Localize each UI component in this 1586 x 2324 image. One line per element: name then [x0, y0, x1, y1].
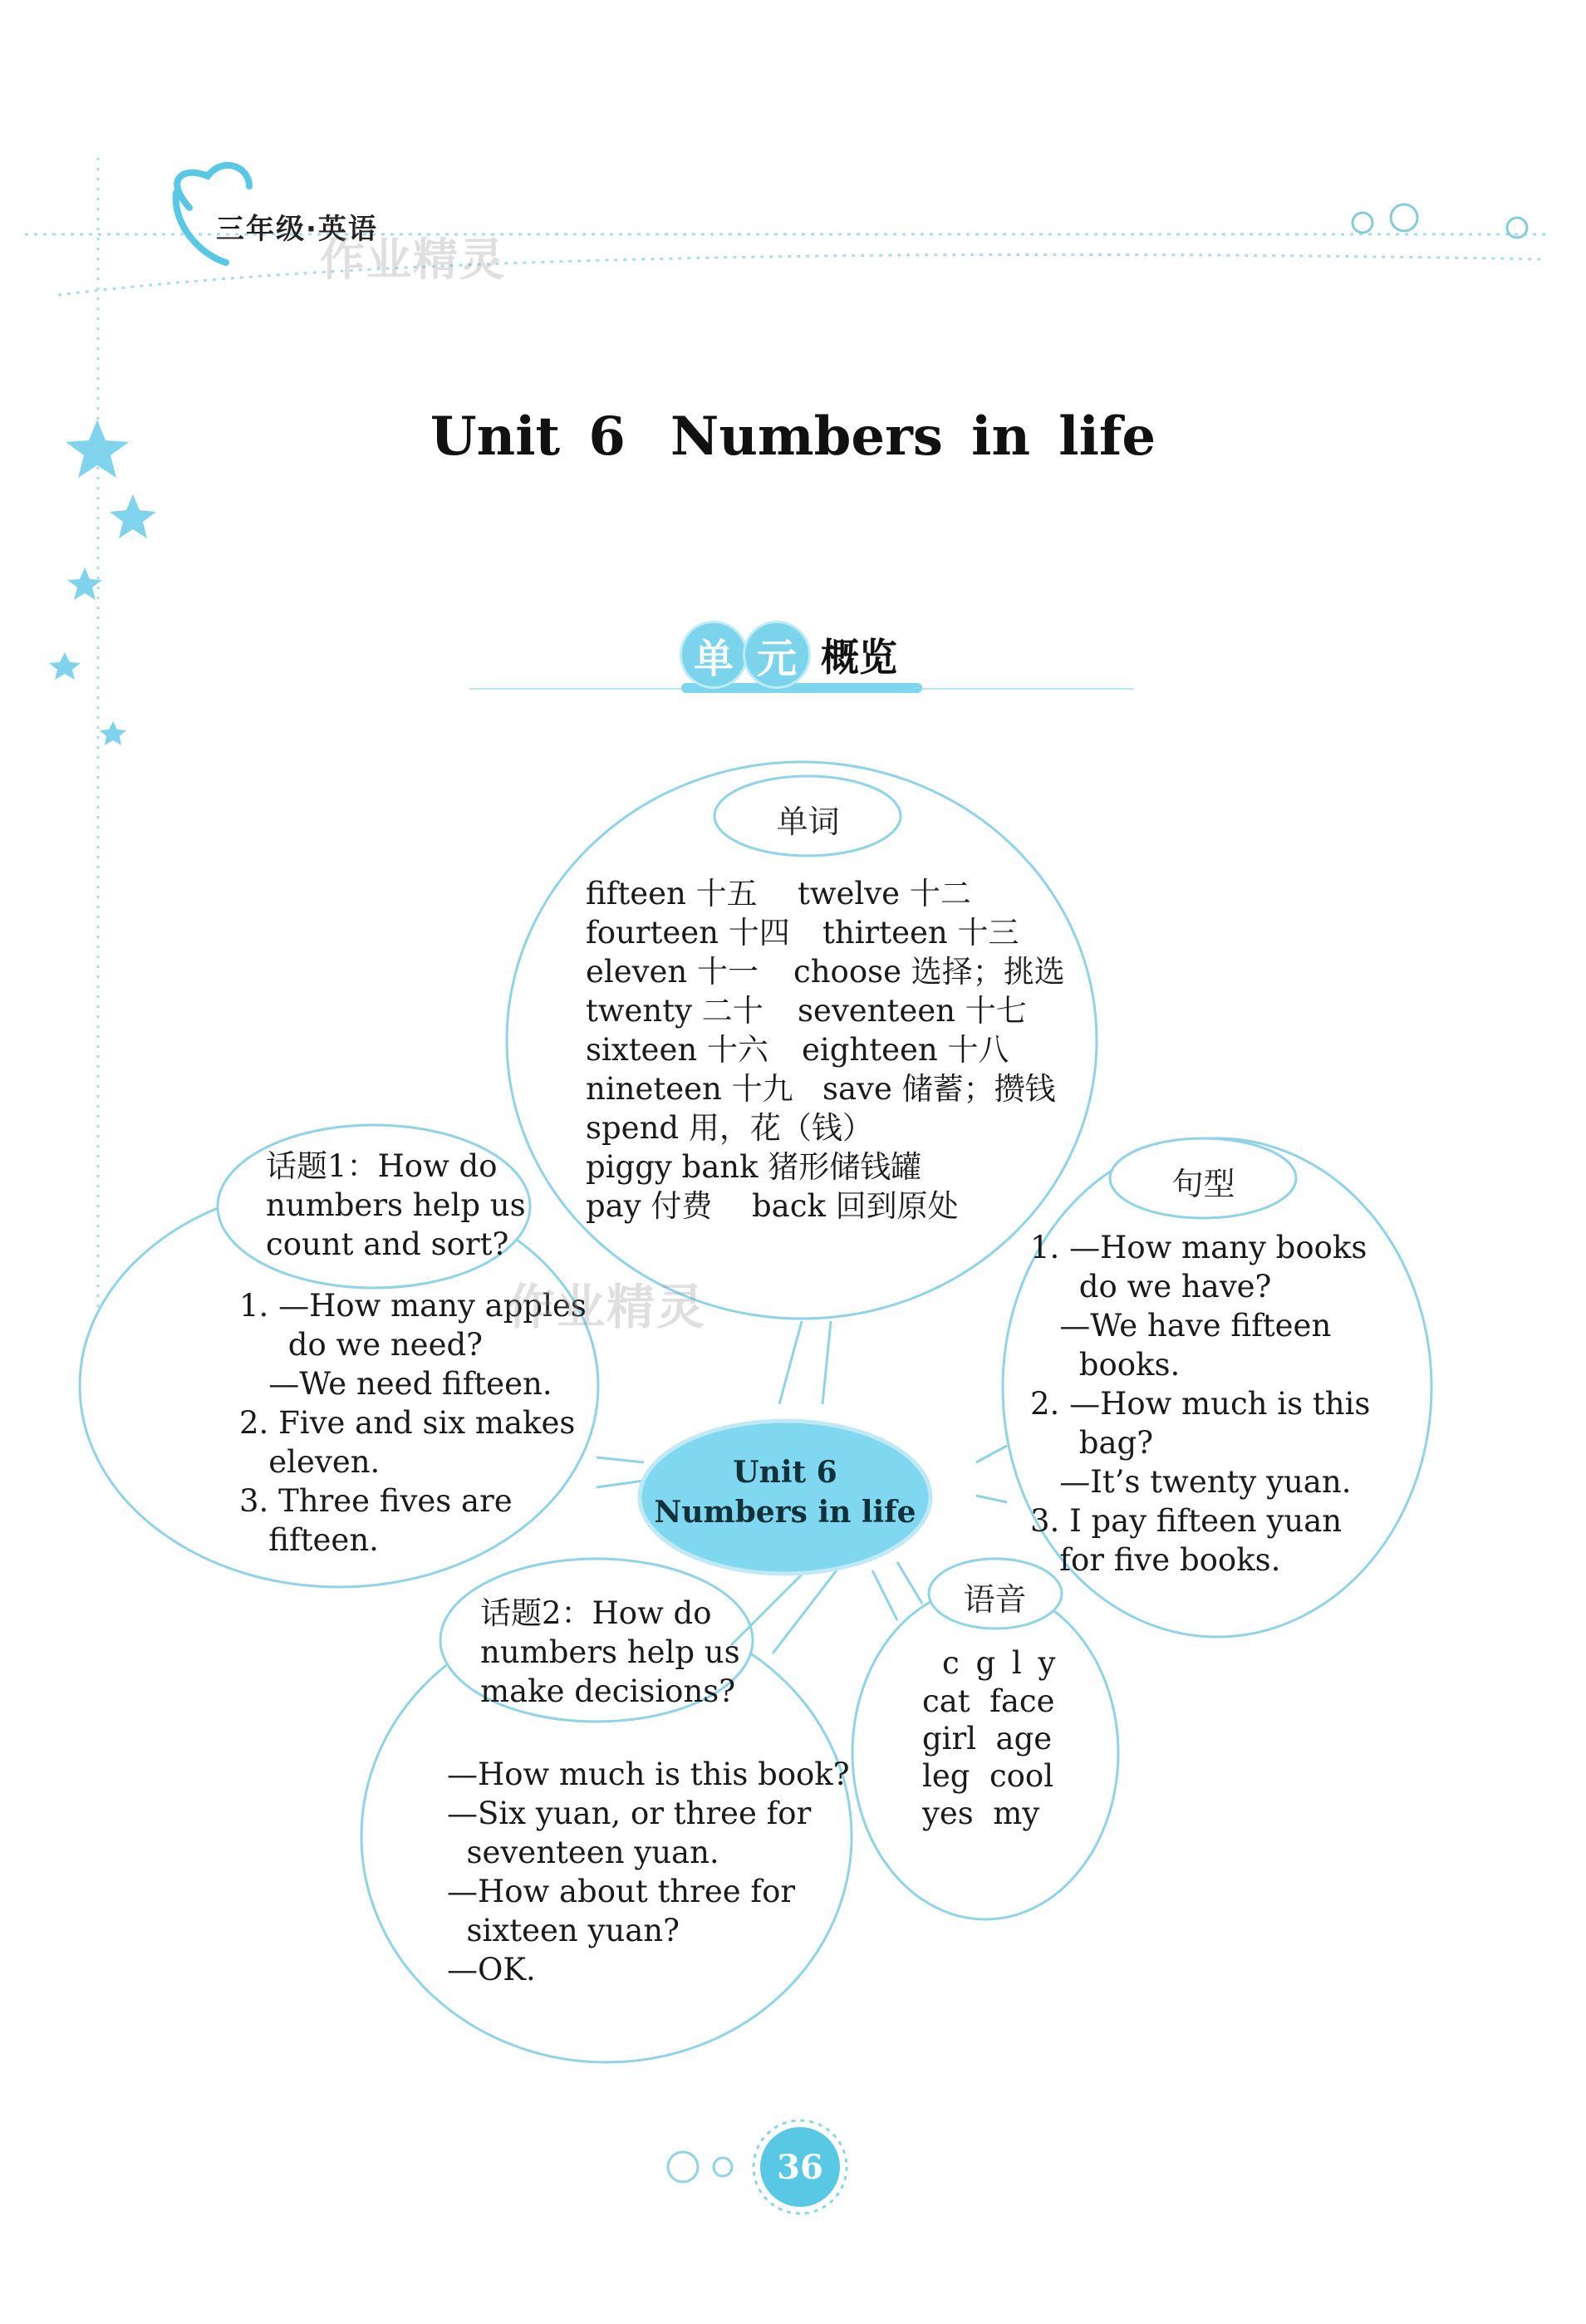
sentence-line: for five books.	[1030, 1542, 1281, 1578]
watermark-middle: 作业精灵	[507, 1279, 707, 1335]
sentence-line: 2. —How much is this	[1030, 1386, 1371, 1422]
page-number: 36	[760, 2127, 840, 2207]
topic1-line: 3. Three fives are	[239, 1483, 513, 1519]
sentence-line: —We have fifteen	[1030, 1308, 1332, 1344]
topic1-line: do we need?	[239, 1327, 484, 1363]
vocab-label: 单词	[776, 803, 840, 840]
sentences-list	[1030, 1228, 1370, 1580]
center-node	[640, 1452, 930, 1532]
topic1-line: 1. —How many apples	[239, 1288, 587, 1324]
phonics-line: leg cool	[922, 1758, 1054, 1794]
unit-number: Unit 6	[430, 405, 626, 468]
topic2-line: —Six yuan, or three for	[447, 1796, 812, 1831]
vocab-row: fifteen 十五 twelve 十二	[586, 876, 971, 911]
vocab-row: spend 用，花（钱）	[586, 1110, 873, 1146]
topic1-line: —We need fifteen.	[239, 1366, 552, 1402]
vocab-row: eleven 十一 choose 选择；挑选	[586, 954, 1065, 990]
topic2-line: seventeen yuan.	[447, 1835, 719, 1870]
vocab-row: nineteen 十九 save 储蓄；攒钱	[586, 1071, 1056, 1107]
badge-char-1: 单	[680, 621, 748, 689]
sentence-line: do we have?	[1030, 1269, 1272, 1304]
sentence-line: books.	[1030, 1347, 1181, 1383]
vocab-row: fourteen 十四 thirteen 十三	[586, 915, 1019, 951]
heart-icon	[177, 165, 249, 208]
star-icon	[49, 420, 156, 745]
phonics-line: cat face	[922, 1683, 1055, 1719]
overview-badge	[680, 625, 897, 685]
topic1-line: eleven.	[239, 1444, 381, 1480]
vocab-row: pay 付费 back 回到原处	[586, 1188, 959, 1224]
topic2-line: sixteen yuan?	[447, 1913, 680, 1948]
phonics-line: girl age	[922, 1721, 1053, 1757]
topic2-line: —OK.	[447, 1952, 536, 1987]
vocab-row: sixteen 十六 eighteen 十八	[586, 1032, 1009, 1068]
center-line-2: Numbers in life	[654, 1495, 916, 1530]
topic1-line: 2. Five and six makes	[239, 1405, 576, 1441]
page-title	[0, 405, 1586, 468]
sentence-line: 1. —How many books	[1030, 1230, 1367, 1265]
flower-icon	[1353, 204, 1527, 238]
sentence-line: bag?	[1030, 1425, 1154, 1461]
watermark-top: 作业精灵	[320, 233, 506, 286]
topic2-line: —How about three for	[447, 1874, 796, 1909]
topic1-label: 话题1：How do numbers help us count and sort?	[266, 1148, 526, 1262]
phonics-letters: c g l y	[942, 1645, 1059, 1681]
header-grade-subject: 三年级·英语	[216, 213, 378, 246]
topic2-list	[447, 1755, 850, 1989]
vocab-row: piggy bank 猪形储钱罐	[586, 1149, 922, 1185]
topic1-line: fifteen.	[239, 1522, 379, 1558]
sentence-line: 3. I pay fifteen yuan	[1030, 1503, 1343, 1539]
topic2-label: 话题2：How do numbers help us make decisions?	[480, 1595, 740, 1709]
badge-text: 概览	[821, 635, 897, 680]
badge-char-2: 元	[743, 621, 811, 689]
sentences-label: 句型	[1171, 1166, 1235, 1202]
unit-name: Numbers in life	[670, 405, 1156, 468]
sentence-line: —It’s twenty yuan.	[1030, 1464, 1352, 1500]
center-line-1: Unit 6	[733, 1455, 837, 1490]
topic2-line: —How much is this book?	[447, 1757, 850, 1792]
phonics-line: yes my	[922, 1796, 1040, 1831]
vocab-list	[586, 874, 1065, 1226]
phonics-label: 语音	[963, 1581, 1027, 1618]
phonics-list	[922, 1644, 1058, 1832]
vocab-row: twenty 二十 seventeen 十七	[586, 993, 1027, 1029]
